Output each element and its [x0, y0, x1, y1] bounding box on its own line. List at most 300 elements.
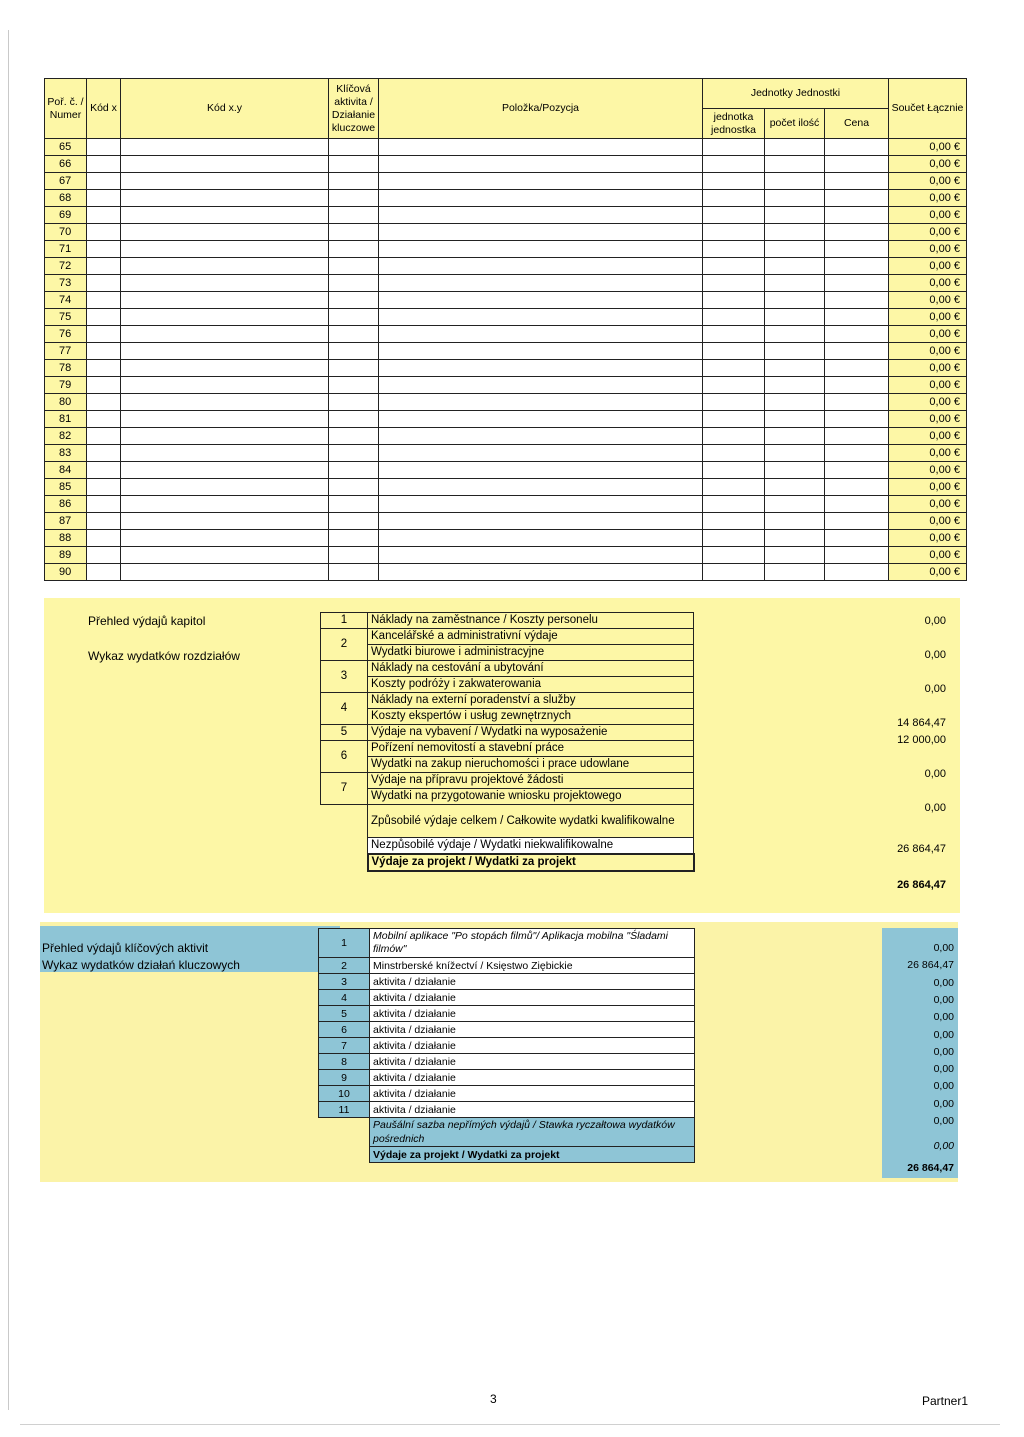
chapter-name-pl: Wydatki na zakup nieruchomości i prace udowlane	[368, 757, 694, 773]
input-cell[interactable]	[765, 394, 825, 411]
input-cell[interactable]	[703, 496, 765, 513]
input-cell[interactable]	[825, 326, 889, 343]
input-cell[interactable]	[765, 513, 825, 530]
row-number: 90	[45, 564, 87, 581]
chapter-label-pl: Wykaz wydatków rozdziałów	[88, 649, 240, 663]
input-cell[interactable]	[703, 479, 765, 496]
activity-amount: 0,00	[933, 1045, 954, 1058]
input-cell[interactable]	[87, 173, 121, 190]
row-number: 73	[45, 275, 87, 292]
input-cell[interactable]	[87, 326, 121, 343]
row-number: 85	[45, 479, 87, 496]
activity-amount: 0,00	[933, 1080, 954, 1093]
input-cell[interactable]	[329, 377, 379, 394]
table-row	[45, 258, 967, 275]
row-number: 69	[45, 207, 87, 224]
input-cell[interactable]	[329, 496, 379, 513]
project-total-amount: 26 864,47	[897, 879, 946, 891]
input-cell[interactable]	[329, 343, 379, 360]
input-cell[interactable]	[121, 275, 329, 292]
input-cell[interactable]	[329, 309, 379, 326]
input-cell[interactable]	[765, 479, 825, 496]
input-cell[interactable]	[87, 343, 121, 360]
activity-amount: 26 864,47	[907, 959, 954, 972]
input-cell[interactable]	[329, 564, 379, 581]
input-cell[interactable]	[765, 275, 825, 292]
input-cell[interactable]	[825, 411, 889, 428]
row-number: 78	[45, 360, 87, 377]
activity-amount: 0,00	[933, 1097, 954, 1110]
input-cell[interactable]	[329, 275, 379, 292]
input-cell[interactable]	[825, 479, 889, 496]
input-cell[interactable]	[379, 207, 703, 224]
input-cell[interactable]	[703, 156, 765, 173]
row-sum: 0,00 €	[889, 173, 967, 190]
input-cell[interactable]	[825, 275, 889, 292]
input-cell[interactable]	[765, 156, 825, 173]
input-cell[interactable]	[765, 496, 825, 513]
input-cell[interactable]	[765, 224, 825, 241]
activity-index: 4	[319, 990, 370, 1006]
header-jednotky: Jednotky Jednostki	[703, 79, 889, 109]
input-cell[interactable]	[825, 207, 889, 224]
row-number: 83	[45, 445, 87, 462]
page-left-edge	[8, 30, 9, 1410]
input-cell[interactable]	[87, 309, 121, 326]
row-sum: 0,00 €	[889, 377, 967, 394]
input-cell[interactable]	[703, 462, 765, 479]
header-jednotka: jednotka jednostka	[703, 109, 765, 139]
input-cell[interactable]	[87, 496, 121, 513]
header-kod-xy: Kód x.y	[121, 79, 329, 139]
row-sum: 0,00 €	[889, 479, 967, 496]
input-cell[interactable]	[703, 564, 765, 581]
row-sum: 0,00 €	[889, 343, 967, 360]
input-cell[interactable]	[765, 377, 825, 394]
input-cell[interactable]	[825, 139, 889, 156]
row-number: 86	[45, 496, 87, 513]
input-cell[interactable]	[121, 258, 329, 275]
row-sum: 0,00 €	[889, 530, 967, 547]
page-bottom-edge	[20, 1424, 1000, 1425]
input-cell[interactable]	[121, 462, 329, 479]
row-number: 72	[45, 258, 87, 275]
input-cell[interactable]	[379, 428, 703, 445]
input-cell[interactable]	[87, 156, 121, 173]
activity-index: 3	[319, 974, 370, 990]
row-sum: 0,00 €	[889, 139, 967, 156]
row-sum: 0,00 €	[889, 275, 967, 292]
input-cell[interactable]	[703, 207, 765, 224]
input-cell[interactable]	[703, 275, 765, 292]
project-total-label: Výdaje za projekt / Wydatki za projekt	[368, 854, 694, 871]
chapter-index: 5	[321, 725, 368, 741]
table-row	[45, 462, 967, 479]
table-row	[45, 564, 967, 581]
chapter-name-cz: Kancelářské a administrativní výdaje	[368, 629, 694, 645]
input-cell[interactable]	[121, 428, 329, 445]
input-cell[interactable]	[329, 445, 379, 462]
row-sum: 0,00 €	[889, 241, 967, 258]
activity-name: aktivita / działanie	[370, 1102, 695, 1118]
input-cell[interactable]	[703, 292, 765, 309]
input-cell[interactable]	[825, 496, 889, 513]
input-cell[interactable]	[825, 513, 889, 530]
input-cell[interactable]	[703, 428, 765, 445]
input-cell[interactable]	[121, 564, 329, 581]
input-cell[interactable]	[379, 343, 703, 360]
input-cell[interactable]	[765, 173, 825, 190]
input-cell[interactable]	[379, 156, 703, 173]
row-number: 81	[45, 411, 87, 428]
input-cell[interactable]	[825, 258, 889, 275]
table-row	[45, 445, 967, 462]
input-cell[interactable]	[87, 207, 121, 224]
row-sum: 0,00 €	[889, 360, 967, 377]
row-sum: 0,00 €	[889, 224, 967, 241]
activity-name: aktivita / działanie	[370, 990, 695, 1006]
row-sum: 0,00 €	[889, 309, 967, 326]
table-row	[45, 411, 967, 428]
row-sum: 0,00 €	[889, 564, 967, 581]
input-cell[interactable]	[765, 445, 825, 462]
table-row	[45, 394, 967, 411]
chapter-amount: 14 864,47	[897, 717, 946, 729]
row-number: 71	[45, 241, 87, 258]
row-sum: 0,00 €	[889, 547, 967, 564]
activity-label-cz: Přehled výdajů klíčových aktivit	[42, 941, 209, 955]
input-cell[interactable]	[121, 207, 329, 224]
row-sum: 0,00 €	[889, 258, 967, 275]
input-cell[interactable]	[87, 292, 121, 309]
input-cell[interactable]	[329, 190, 379, 207]
input-cell[interactable]	[825, 190, 889, 207]
input-cell[interactable]	[121, 411, 329, 428]
input-cell[interactable]	[329, 241, 379, 258]
input-cell[interactable]	[329, 428, 379, 445]
row-sum: 0,00 €	[889, 292, 967, 309]
header-por: Poř. č. / Numer	[45, 79, 87, 139]
input-cell[interactable]	[379, 547, 703, 564]
activity-name: Minstrberské knížectví / Księstwo Ziębickie	[370, 958, 695, 974]
input-cell[interactable]	[379, 530, 703, 547]
input-cell[interactable]	[379, 445, 703, 462]
chapter-index: 6	[321, 741, 368, 773]
input-cell[interactable]	[121, 513, 329, 530]
row-sum: 0,00 €	[889, 411, 967, 428]
input-cell[interactable]	[121, 496, 329, 513]
activity-amount: 0,00	[933, 976, 954, 989]
header-soucet: Součet Łącznie	[889, 79, 967, 139]
input-cell[interactable]	[121, 309, 329, 326]
input-cell[interactable]	[329, 394, 379, 411]
row-number: 79	[45, 377, 87, 394]
input-cell[interactable]	[825, 530, 889, 547]
input-cell[interactable]	[765, 411, 825, 428]
input-cell[interactable]	[87, 275, 121, 292]
activity-index: 2	[319, 958, 370, 974]
activity-total-label: Výdaje za projekt / Wydatki za projekt	[370, 1147, 695, 1163]
input-cell[interactable]	[121, 445, 329, 462]
input-cell[interactable]	[765, 292, 825, 309]
input-cell[interactable]	[87, 445, 121, 462]
input-cell[interactable]	[87, 513, 121, 530]
activity-index: 5	[319, 1006, 370, 1022]
input-cell[interactable]	[121, 377, 329, 394]
input-cell[interactable]	[379, 377, 703, 394]
input-cell[interactable]	[765, 326, 825, 343]
input-cell[interactable]	[825, 360, 889, 377]
input-cell[interactable]	[121, 394, 329, 411]
input-cell[interactable]	[825, 462, 889, 479]
input-cell[interactable]	[765, 547, 825, 564]
row-number: 89	[45, 547, 87, 564]
input-cell[interactable]	[703, 326, 765, 343]
activity-name: aktivita / działanie	[370, 974, 695, 990]
input-cell[interactable]	[765, 258, 825, 275]
table-row	[45, 156, 967, 173]
budget-items-body	[45, 139, 967, 581]
input-cell[interactable]	[379, 258, 703, 275]
input-cell[interactable]	[87, 224, 121, 241]
input-cell[interactable]	[87, 547, 121, 564]
input-cell[interactable]	[703, 547, 765, 564]
input-cell[interactable]	[379, 479, 703, 496]
input-cell[interactable]	[379, 224, 703, 241]
row-sum: 0,00 €	[889, 513, 967, 530]
input-cell[interactable]	[703, 224, 765, 241]
input-cell[interactable]	[379, 394, 703, 411]
activity-name: aktivita / działanie	[370, 1038, 695, 1054]
input-cell[interactable]	[825, 156, 889, 173]
input-cell[interactable]	[379, 326, 703, 343]
page-number: 3	[490, 1392, 497, 1406]
input-cell[interactable]	[121, 156, 329, 173]
eligible-total-amount: 26 864,47	[897, 843, 946, 855]
header-klicova: Klíčová aktivita / Działanie kluczowe	[329, 79, 379, 139]
input-cell[interactable]	[121, 343, 329, 360]
input-cell[interactable]	[121, 547, 329, 564]
input-cell[interactable]	[765, 564, 825, 581]
input-cell[interactable]	[703, 139, 765, 156]
input-cell[interactable]	[703, 173, 765, 190]
input-cell[interactable]	[765, 428, 825, 445]
activity-index: 7	[319, 1038, 370, 1054]
input-cell[interactable]	[121, 360, 329, 377]
table-row	[45, 360, 967, 377]
table-row	[45, 496, 967, 513]
input-cell[interactable]	[379, 139, 703, 156]
input-cell[interactable]	[825, 547, 889, 564]
input-cell[interactable]	[329, 462, 379, 479]
input-cell[interactable]	[379, 241, 703, 258]
chapter-table	[320, 612, 695, 872]
input-cell[interactable]	[329, 139, 379, 156]
input-cell[interactable]	[121, 326, 329, 343]
row-number: 77	[45, 343, 87, 360]
input-cell[interactable]	[87, 462, 121, 479]
row-number: 66	[45, 156, 87, 173]
input-cell[interactable]	[329, 360, 379, 377]
input-cell[interactable]	[329, 547, 379, 564]
input-cell[interactable]	[765, 462, 825, 479]
input-cell[interactable]	[765, 241, 825, 258]
input-cell[interactable]	[121, 224, 329, 241]
input-cell[interactable]	[87, 377, 121, 394]
input-cell[interactable]	[379, 462, 703, 479]
input-cell[interactable]	[825, 343, 889, 360]
chapter-name-pl: Koszty ekspertów i usług zewnętrznych	[368, 709, 694, 725]
table-row	[45, 173, 967, 190]
input-cell[interactable]	[87, 428, 121, 445]
input-cell[interactable]	[379, 564, 703, 581]
input-cell[interactable]	[87, 190, 121, 207]
input-cell[interactable]	[825, 241, 889, 258]
row-number: 65	[45, 139, 87, 156]
chapter-index: 4	[321, 693, 368, 725]
input-cell[interactable]	[379, 513, 703, 530]
input-cell[interactable]	[121, 173, 329, 190]
input-cell[interactable]	[825, 564, 889, 581]
input-cell[interactable]	[379, 496, 703, 513]
table-row	[45, 207, 967, 224]
budget-items-table-wrap	[44, 78, 966, 581]
flat-rate-label: Paušální sazba nepřímých výdajů / Stawka ryczałtowa wydatków pośrednich	[370, 1118, 695, 1147]
table-row	[45, 326, 967, 343]
row-sum: 0,00 €	[889, 462, 967, 479]
activity-index: 11	[319, 1102, 370, 1118]
input-cell[interactable]	[329, 326, 379, 343]
input-cell[interactable]	[87, 241, 121, 258]
input-cell[interactable]	[87, 564, 121, 581]
activity-label-pl: Wykaz wydatków działań kluczowych	[42, 958, 240, 972]
input-cell[interactable]	[825, 445, 889, 462]
input-cell[interactable]	[121, 530, 329, 547]
row-sum: 0,00 €	[889, 326, 967, 343]
input-cell[interactable]	[329, 530, 379, 547]
input-cell[interactable]	[379, 292, 703, 309]
table-row	[45, 530, 967, 547]
input-cell[interactable]	[121, 139, 329, 156]
input-cell[interactable]	[765, 343, 825, 360]
input-cell[interactable]	[703, 394, 765, 411]
activity-amount: 0,00	[933, 993, 954, 1006]
input-cell[interactable]	[703, 530, 765, 547]
input-cell[interactable]	[765, 207, 825, 224]
input-cell[interactable]	[379, 411, 703, 428]
input-cell[interactable]	[329, 411, 379, 428]
chapter-name-cz: Pořízení nemovitostí a stavební práce	[368, 741, 694, 757]
input-cell[interactable]	[329, 156, 379, 173]
table-row	[45, 190, 967, 207]
table-row	[45, 139, 967, 156]
chapter-index: 3	[321, 661, 368, 693]
table-row	[45, 241, 967, 258]
input-cell[interactable]	[765, 139, 825, 156]
input-cell[interactable]	[825, 224, 889, 241]
input-cell[interactable]	[121, 479, 329, 496]
chapter-name: Výdaje na vybavení / Wydatki na wyposażenie	[368, 725, 694, 741]
input-cell[interactable]	[379, 173, 703, 190]
input-cell[interactable]	[703, 343, 765, 360]
activity-index: 8	[319, 1054, 370, 1070]
input-cell[interactable]	[765, 309, 825, 326]
input-cell[interactable]	[703, 513, 765, 530]
input-cell[interactable]	[703, 377, 765, 394]
input-cell[interactable]	[703, 258, 765, 275]
table-row	[45, 428, 967, 445]
activity-amount: 0,00	[933, 1011, 954, 1024]
chapter-index: 2	[321, 629, 368, 661]
input-cell[interactable]	[379, 275, 703, 292]
input-cell[interactable]	[765, 360, 825, 377]
input-cell[interactable]	[329, 479, 379, 496]
input-cell[interactable]	[329, 513, 379, 530]
input-cell[interactable]	[87, 394, 121, 411]
input-cell[interactable]	[703, 309, 765, 326]
input-cell[interactable]	[825, 377, 889, 394]
input-cell[interactable]	[765, 530, 825, 547]
chapter-amount: 0,00	[924, 683, 946, 695]
input-cell[interactable]	[825, 428, 889, 445]
input-cell[interactable]	[379, 309, 703, 326]
input-cell[interactable]	[87, 411, 121, 428]
row-number: 82	[45, 428, 87, 445]
chapter-index: 7	[321, 773, 368, 805]
input-cell[interactable]	[825, 292, 889, 309]
input-cell[interactable]	[765, 190, 825, 207]
input-cell[interactable]	[329, 224, 379, 241]
table-row	[45, 309, 967, 326]
input-cell[interactable]	[379, 360, 703, 377]
chapter-amount: 0,00	[924, 768, 946, 780]
input-cell[interactable]	[703, 241, 765, 258]
input-cell[interactable]	[703, 411, 765, 428]
input-cell[interactable]	[87, 479, 121, 496]
input-cell[interactable]	[703, 190, 765, 207]
input-cell[interactable]	[87, 139, 121, 156]
activity-index: 6	[319, 1022, 370, 1038]
row-sum: 0,00 €	[889, 428, 967, 445]
input-cell[interactable]	[825, 173, 889, 190]
input-cell[interactable]	[329, 258, 379, 275]
header-pocet: počet ilość	[765, 109, 825, 139]
input-cell[interactable]	[121, 190, 329, 207]
input-cell[interactable]	[329, 207, 379, 224]
sheet-name: Partner1	[922, 1394, 969, 1408]
input-cell[interactable]	[121, 241, 329, 258]
chapter-amount: 0,00	[924, 802, 946, 814]
budget-items-table	[44, 78, 967, 581]
input-cell[interactable]	[703, 445, 765, 462]
input-cell[interactable]	[703, 360, 765, 377]
input-cell[interactable]	[379, 190, 703, 207]
chapter-name-pl: Wydatki na przygotowanie wniosku projektowego	[368, 789, 694, 805]
input-cell[interactable]	[329, 173, 379, 190]
input-cell[interactable]	[87, 258, 121, 275]
activity-name: aktivita / działanie	[370, 1070, 695, 1086]
input-cell[interactable]	[121, 292, 329, 309]
table-row	[45, 343, 967, 360]
input-cell[interactable]	[825, 309, 889, 326]
input-cell[interactable]	[329, 292, 379, 309]
activity-amount: 0,00	[933, 1028, 954, 1041]
input-cell[interactable]	[87, 360, 121, 377]
header-kod-x: Kód x	[87, 79, 121, 139]
input-cell[interactable]	[87, 530, 121, 547]
input-cell[interactable]	[825, 394, 889, 411]
chapter-name-cz: Náklady na externí poradenství a služby	[368, 693, 694, 709]
